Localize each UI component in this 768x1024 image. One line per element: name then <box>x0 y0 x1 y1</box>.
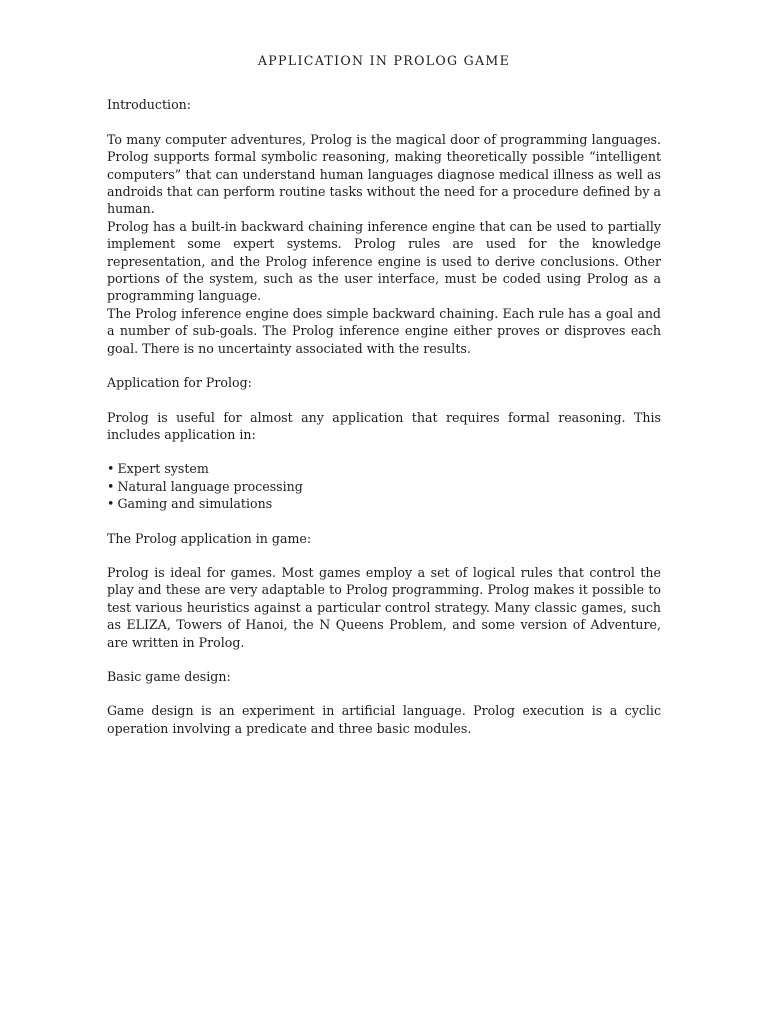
section-prolog-application-in-game <box>107 530 661 651</box>
list-item <box>107 495 661 512</box>
section-application-for-prolog <box>107 374 661 512</box>
list-item-label: Natural language processing <box>117 478 303 494</box>
bullet-icon: • <box>107 461 115 477</box>
paragraph-group <box>107 409 661 444</box>
paragraph-group <box>107 702 661 737</box>
list-item-label: Expert system <box>117 461 209 477</box>
bullet-icon: • <box>107 496 115 512</box>
section-heading: The Prolog application in game: <box>107 530 312 546</box>
paragraph: To many computer adventures, Prolog is the magical door of programming languages. Prolog supports formal symbolic reasoning, making theoretically possible “intelligent computers” that can understand human languages diagnose medical illness as well as androids that can perform routine tasks without the need for a procedure defined by a human. <box>107 131 661 217</box>
section-heading: Introduction: <box>107 97 191 113</box>
section-heading: Basic game design: <box>107 668 231 684</box>
paragraph: Game design is an experiment in artificial language. Prolog execution is a cyclic operation involving a predicate and three basic modules. <box>107 703 661 736</box>
paragraph-group <box>107 564 661 651</box>
section-introduction <box>107 96 661 357</box>
list-item-label: Gaming and simulations <box>117 496 273 512</box>
list-item <box>107 460 661 477</box>
paragraph: Prolog has a built-in backward chaining inference engine that can be used to partially implement some expert systems. Prolog rules are used for the knowledge representation, and the Prolog inference engine is used to derive conclusions. Other portions of the system, such as the user interface, must be coded using Prolog as a programming language. <box>107 218 661 304</box>
document-page <box>107 52 661 754</box>
paragraph-group <box>107 131 661 357</box>
section-heading: Application for Prolog: <box>107 375 252 391</box>
paragraph: Prolog is ideal for games. Most games employ a set of logical rules that control the play and these are very adaptable to Prolog programming. Prolog makes it possible to test various heuristics against a particular control strategy. Many classic games, such as ELIZA, Towers of Hanoi, the N Queens Problem, and some version of Adventure, are written in Prolog. <box>107 564 661 650</box>
list-item <box>107 478 661 495</box>
paragraph: Prolog is useful for almost any application that requires formal reasoning. This includes application in: <box>107 409 661 442</box>
bullet-icon: • <box>107 478 115 494</box>
paragraph: The Prolog inference engine does simple backward chaining. Each rule has a goal and a number of sub-goals. The Prolog inference engine either proves or disproves each goal. There is no uncertainty associated with the results. <box>107 305 661 356</box>
document-title: APPLICATION IN PROLOG GAME <box>257 53 511 68</box>
section-basic-game-design <box>107 668 661 737</box>
bullet-list <box>107 460 661 512</box>
